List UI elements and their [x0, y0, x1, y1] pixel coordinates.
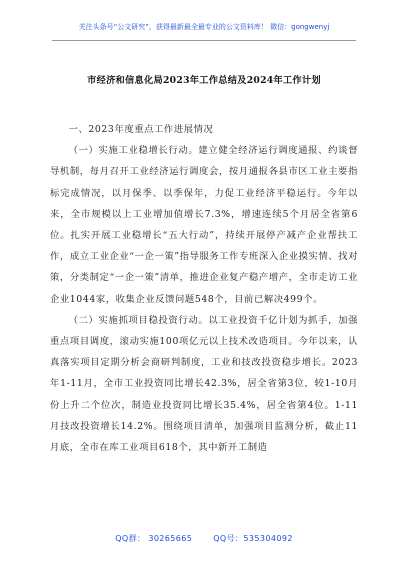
paragraph-1: （一）实施工业稳增长行动。建立健全经济运行调度通报、约谈督导机制，每月召开工业经济运行调度会，按月通报各县市区工业主要指标完成情况，以月保季、以季保年，力促工业经济平稳运行。今年以来，全市规模以上工业增加值增长7.3%，增速连续5个月居全省第6位。扎实开展工业稳增长“五大行动”，持续开展停产减产企业帮扶工作，成立工业企业“一企一策”指导服务工作专班深入企业摸实情、找对策，分类制定“一企一策”清单，推进企业复产稳产增产，全市走访工业企业1044家，收集企业反馈问题548个，目前已解决499个。 [50, 145, 358, 305]
paragraph-2: （二）实施抓项目稳投资行动。以工业投资千亿计划为抓手，加强重点项目调度，滚动实施100项亿元以上技术改造项目。今年以来，认真落实项目定期分析会商研判制度，工业和技改投资稳步增长。2023年1-11月，全市工业投资同比增长42.3%，居全省第3位，较1-10月份上升二个位次，制造业投资同比增长35.4%，居全省第4位。1-11月技改投资增长14.2%。围绕项目清单，加强项目监测分析，截止11月底，全市在库工业项目618个，其中新开工制造 [50, 314, 358, 454]
document-title: 市经济和信息化局2023年工作总结及2024年工作计划 [87, 75, 321, 86]
qq-number: QQ号：535304092 [213, 534, 293, 543]
section-heading: 一、2023年度重点工作进展情况 [68, 124, 214, 135]
qq-group: QQ群： 30265665 [115, 534, 193, 543]
promo-banner: 关注头条号“公文研究”，获得最新最全最专业的公文资料库！ 微信：gongwenyj [78, 23, 330, 31]
contact-footer [0, 533, 408, 544]
header-divider [52, 40, 356, 41]
document-body [50, 118, 358, 458]
